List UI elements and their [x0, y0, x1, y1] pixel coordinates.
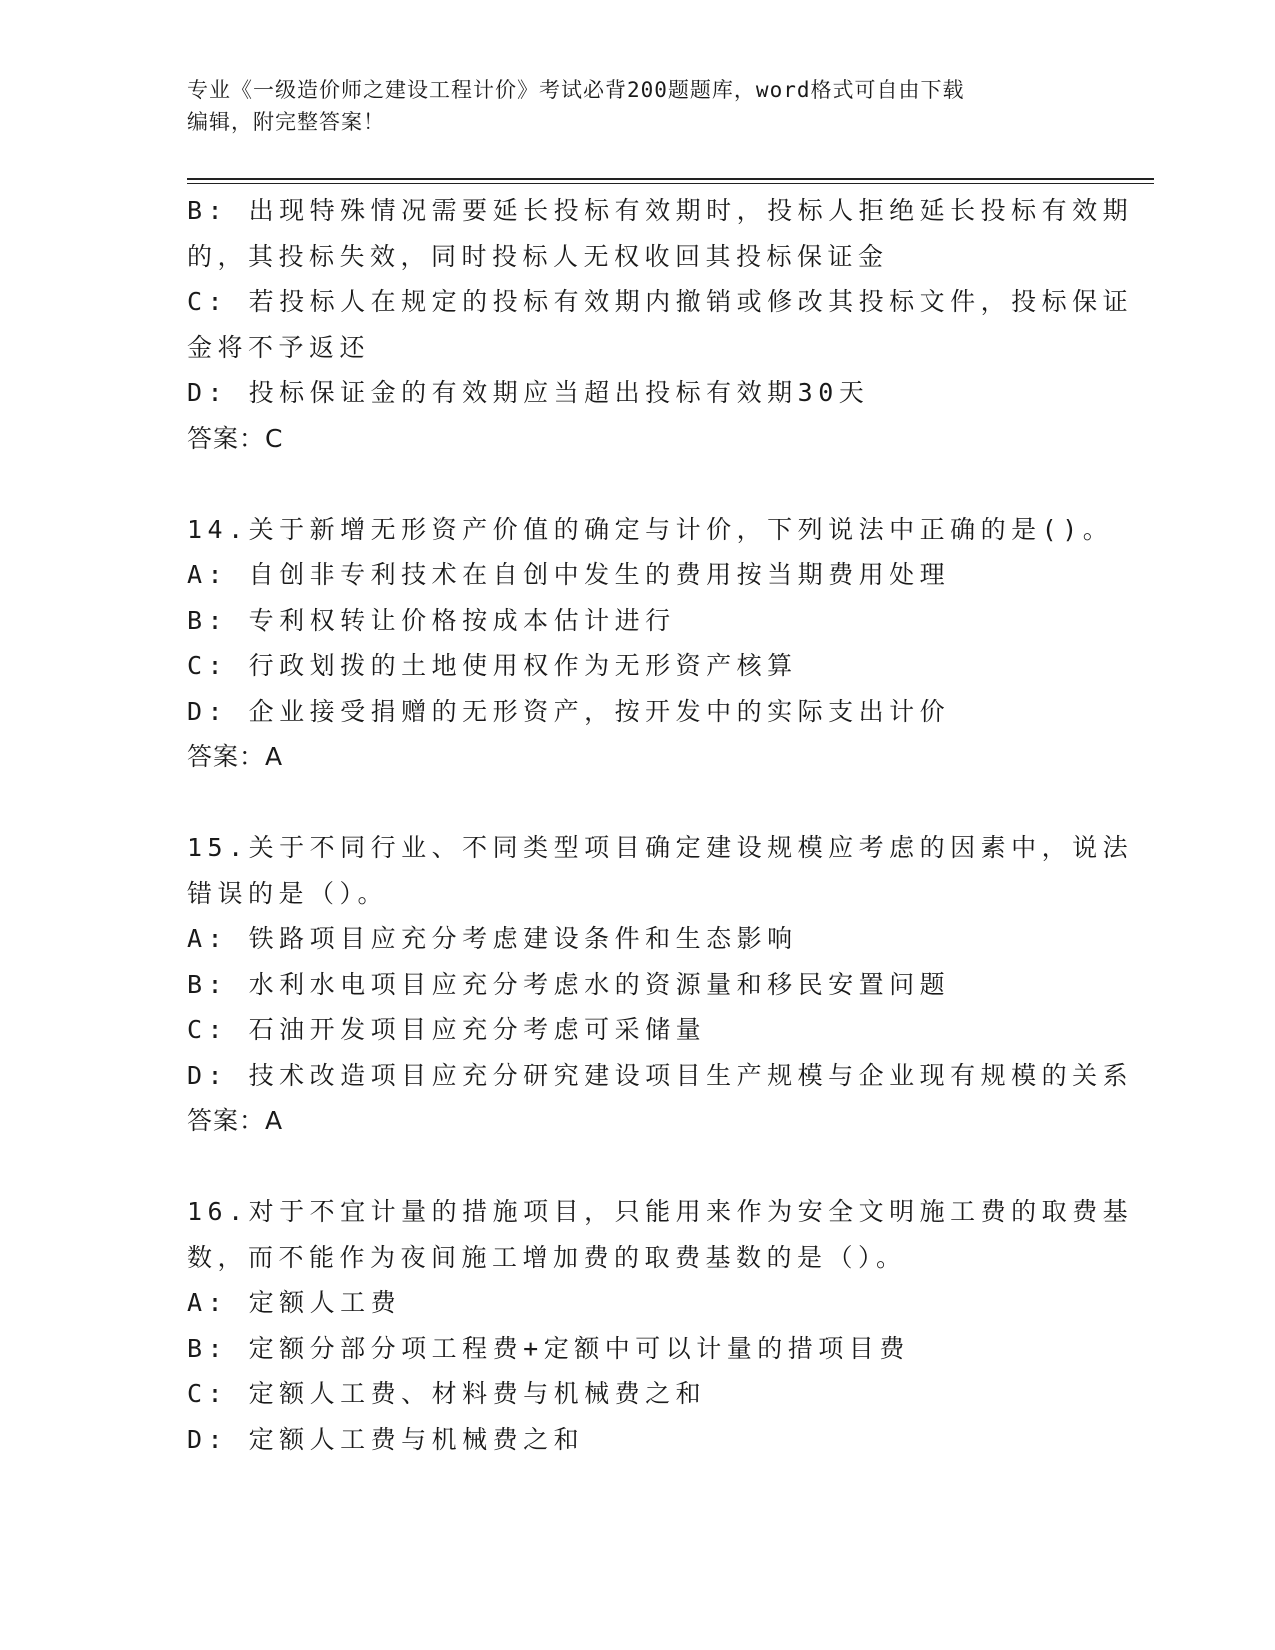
option-c-line-1: C: 若投标人在规定的投标有效期内撤销或修改其投标文件，投标保证	[187, 287, 1134, 316]
question-content	[187, 188, 1134, 1462]
header-divider-thick	[187, 178, 1154, 180]
option-d: D: 定额人工费与机械费之和	[187, 1424, 585, 1454]
answer: 答案：A	[187, 742, 284, 771]
question-stem: 14.关于新增无形资产价值的确定与计价，下列说法中正确的是()。	[187, 514, 1114, 544]
question-stem-line-1: 15.关于不同行业、不同类型项目确定建设规模应考虑的因素中，说法	[187, 833, 1134, 862]
document-header	[187, 74, 1067, 138]
option-c: C: 石油开发项目应充分考虑可采储量	[187, 1015, 707, 1044]
option-b: B: 专利权转让价格按成本估计进行	[187, 605, 676, 635]
option-a: A: 铁路项目应充分考虑建设条件和生态影响	[187, 924, 798, 953]
question-13-continued	[187, 188, 1134, 461]
question-stem-line-2: 数，而不能作为夜间施工增加费的取费基数的是（）。	[187, 1242, 907, 1272]
option-c: C: 行政划拨的土地使用权作为无形资产核算	[187, 651, 798, 680]
option-c: C: 定额人工费、材料费与机械费之和	[187, 1379, 707, 1408]
option-b: B: 定额分部分项工程费+定额中可以计量的措项目费	[187, 1333, 910, 1363]
option-d: D: 企业接受捐赠的无形资产，按开发中的实际支出计价	[187, 696, 951, 726]
option-c-line-2: 金将不予返还	[187, 332, 371, 362]
option-d: D: 投标保证金的有效期应当超出投标有效期30天	[187, 378, 870, 407]
question-stem-line-2: 错误的是（）。	[187, 878, 389, 908]
option-a: A: 自创非专利技术在自创中发生的费用按当期费用处理	[187, 560, 951, 589]
header-line-1: 专业《一级造价师之建设工程计价》考试必背200题题库，word格式可自由下载	[187, 78, 965, 102]
header-divider-thin	[187, 183, 1154, 184]
question-14	[187, 507, 1114, 780]
question-15	[187, 825, 1134, 1144]
header-line-2: 编辑，附完整答案！	[187, 110, 385, 134]
question-16	[187, 1189, 1134, 1462]
answer: 答案：C	[187, 423, 284, 453]
option-b-line-2: 的，其投标失效，同时投标人无权收回其投标保证金	[187, 241, 889, 271]
option-a: A: 定额人工费	[187, 1288, 402, 1317]
option-d: D: 技术改造项目应充分研究建设项目生产规模与企业现有规模的关系	[187, 1060, 1134, 1090]
option-b: B: 水利水电项目应充分考虑水的资源量和移民安置问题	[187, 969, 951, 999]
question-stem-line-1: 16.对于不宜计量的措施项目，只能用来作为安全文明施工费的取费基	[187, 1197, 1134, 1226]
answer: 答案：A	[187, 1106, 284, 1135]
option-b-line-1: B: 出现特殊情况需要延长投标有效期时，投标人拒绝延长投标有效期	[187, 196, 1134, 225]
